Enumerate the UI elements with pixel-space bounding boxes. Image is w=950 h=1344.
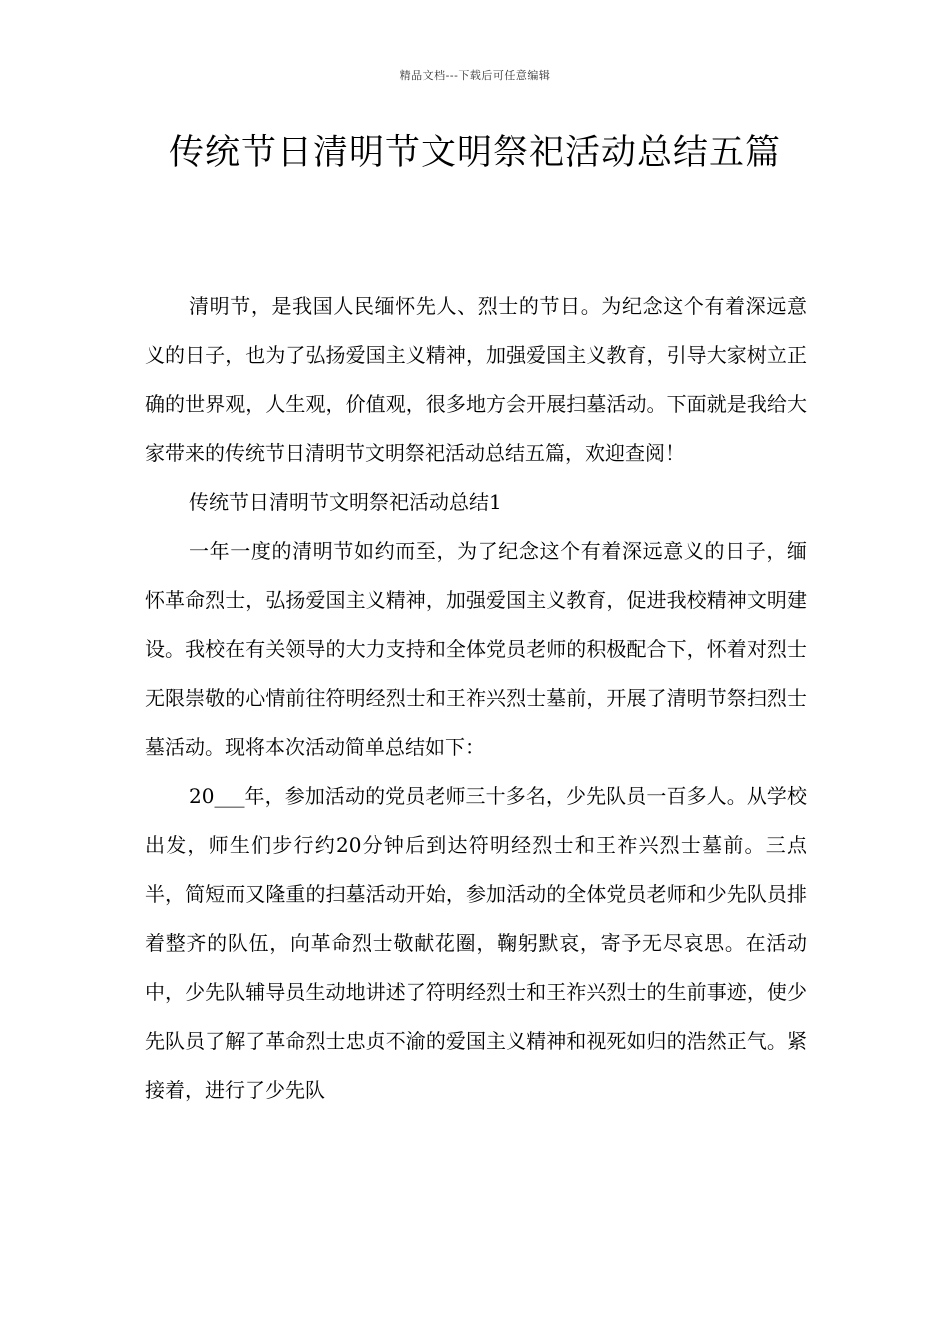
paragraph-intro: 清明节，是我国人民缅怀先人、烈士的节日。为纪念这个有着深远意义的日子，也为了弘扬爱国主义精神，加强爱国主义教育，引导大家树立正确的世界观，人生观，价值观，很多地方会开展扫墓活动。下面就是我给大家带来的传统节日清明节文明祭祀活动总结五篇，欢迎查阅！ — [145, 294, 807, 465]
document-title: 传统节日清明节文明祭祀活动总结五篇 — [168, 133, 781, 173]
paragraph-section-1: 一年一度的清明节如约而至，为了纪念这个有着深远意义的日子，缅怀革命烈士，弘扬爱国主义精神，加强爱国主义教育，促进我校精神文明建设。我校在有关领导的大力支持和全体党员老师的积极配合下，怀着对烈士无限崇敬的心情前往符明经烈士和王祚兴烈士墓前，开展了清明节祭扫烈士墓活动。现将本次活动简单总结如下： — [145, 539, 807, 759]
paragraph-section-2: 20___年，参加活动的党员老师三十多名，少先队员一百多人。从学校出发，师生们步行约20分钟后到达符明经烈士和王祚兴烈士墓前。三点半，简短而又隆重的扫墓活动开始，参加活动的全体党员老师和少先队员排着整齐的队伍，向革命烈士敬献花圈，鞠躬默哀，寄予无尽哀思。在活动中，少先队辅导员生动地讲述了符明经烈士和王祚兴烈士的生前事迹，使少先队员了解了革命烈士忠贞不渝的爱国主义精神和视死如归的浩然正气。紧接着，进行了少先队 — [145, 784, 807, 1102]
header-note: 精品文档---下载后可任意编辑 — [399, 69, 551, 82]
section-heading: 传统节日清明节文明祭祀活动总结1 — [189, 490, 502, 514]
document-body — [145, 282, 807, 1115]
